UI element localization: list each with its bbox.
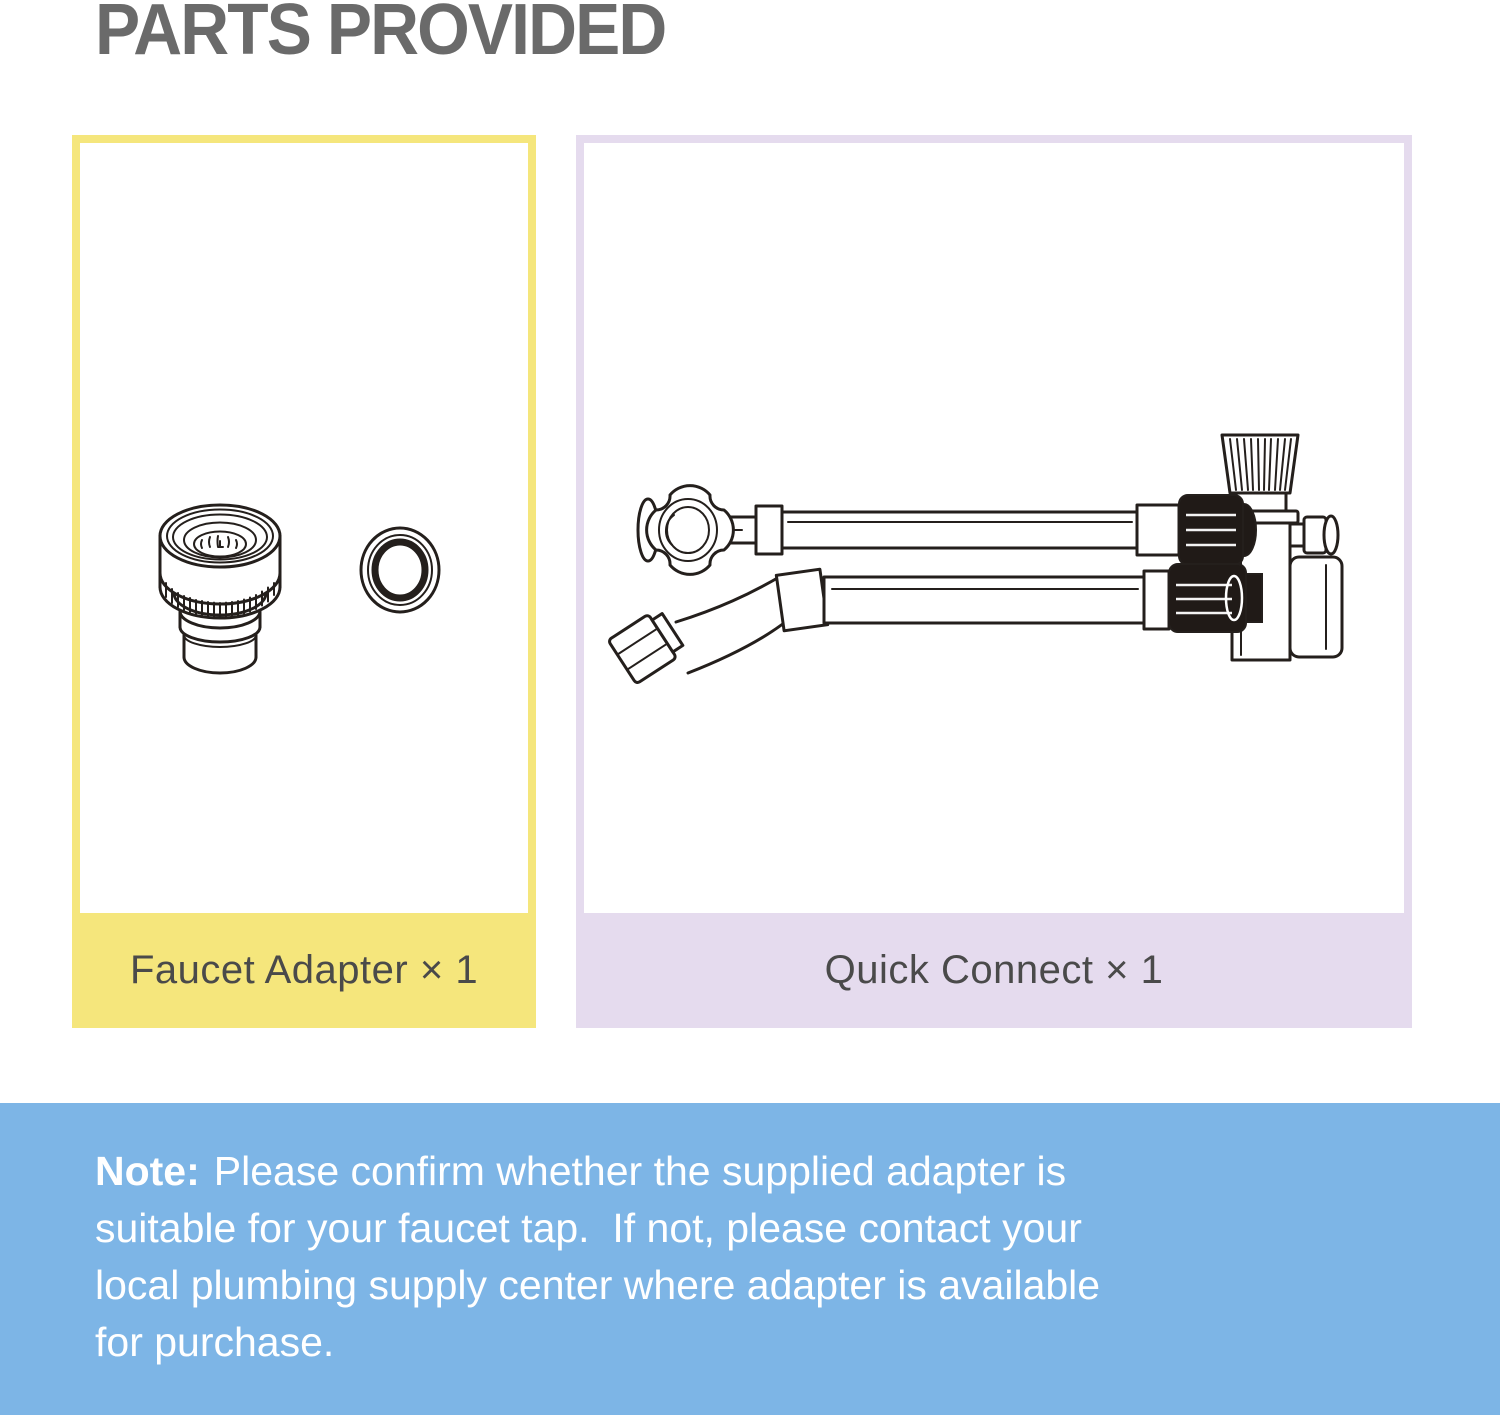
page-title: PARTS PROVIDED <box>95 0 666 70</box>
top-hose <box>638 486 1256 575</box>
bottom-hose <box>608 564 1262 684</box>
note-label: Note: <box>95 1148 200 1194</box>
note-banner <box>0 1103 1500 1415</box>
note-line <box>95 1143 1380 1200</box>
faucet-adapter-label: Faucet Adapter × 1 <box>129 948 479 992</box>
note-text: Please confirm whether the supplied adapter is <box>213 1148 1067 1194</box>
faucet-adapter-canvas <box>80 143 528 913</box>
quick-connect-label: Quick Connect × 1 <box>824 948 1164 992</box>
adapter-neck <box>180 611 260 673</box>
quick-connect-canvas <box>584 143 1404 913</box>
panel-faucet-adapter <box>72 135 536 1028</box>
faucet-adapter-illustration <box>80 143 528 913</box>
panel-quick-connect <box>576 135 1412 1028</box>
quick-connect-illustration <box>584 143 1404 913</box>
washer-ring <box>361 528 439 612</box>
note-line: suitable for your faucet tap. If not, please contact your <box>95 1205 1082 1251</box>
adapter-cap <box>160 505 280 618</box>
note-line: local plumbing supply center where adapter is available <box>95 1262 1101 1308</box>
note-line: for purchase. <box>95 1319 335 1365</box>
parts-panels <box>72 135 1412 1028</box>
